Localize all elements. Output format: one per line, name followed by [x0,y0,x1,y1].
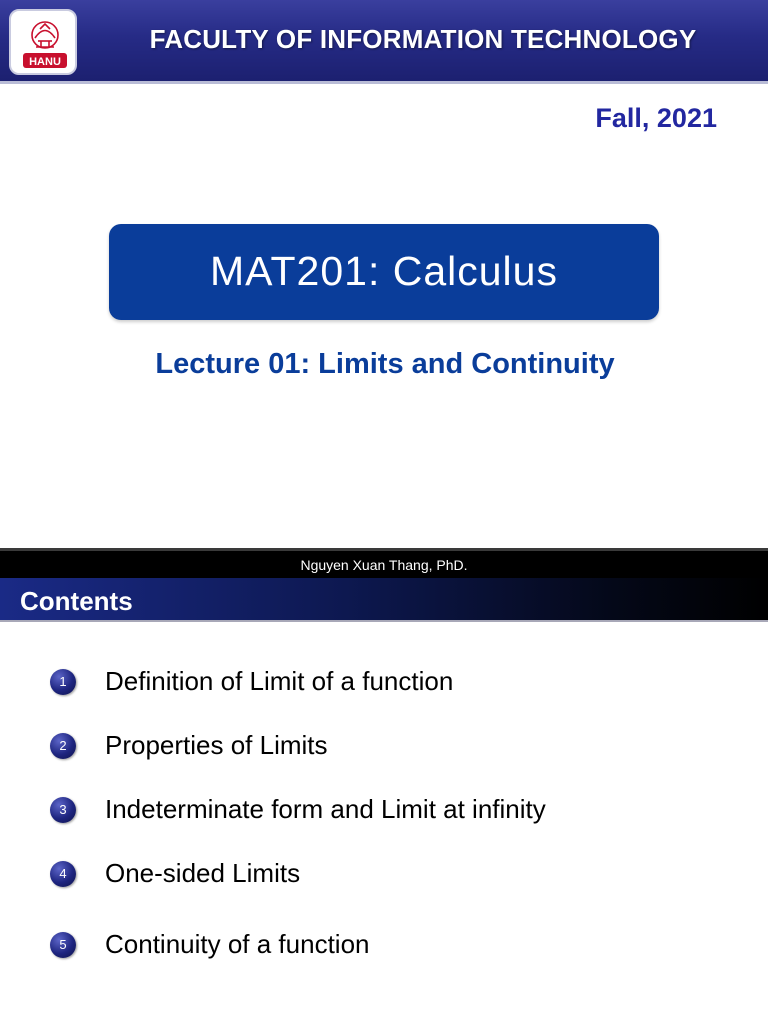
author-bar [0,548,768,578]
lecture-title: Lecture 01: Limits and Continuity [155,348,615,380]
toc-number-bullet-icon: 4 [50,861,76,887]
toc-number-bullet-icon: 1 [50,669,76,695]
toc-item [0,925,768,965]
toc-item-label: One-sided Limits [105,858,301,888]
toc-item-label: Properties of Limits [105,730,328,760]
course-title-box [109,224,659,320]
course-title: MAT201: Calculus [210,248,558,294]
toc-item [0,854,768,894]
author-name: Nguyen Xuan Thang, PhD. [300,557,468,573]
toc-item [0,790,768,830]
toc-item-label: Indeterminate form and Limit at infinity [105,794,546,824]
toc-item-label: Continuity of a function [105,929,370,959]
contents-header-bar [0,578,768,622]
header-bar [0,0,768,84]
toc-item [0,726,768,766]
toc-number-bullet-icon: 2 [50,733,76,759]
toc-number-bullet-icon: 5 [50,932,76,958]
term-label: Fall, 2021 [595,103,717,133]
logo-text: HANU [29,56,61,68]
contents-slide [0,578,768,1024]
faculty-title: FACULTY OF INFORMATION TECHNOLOGY [149,24,697,54]
toc-item-label: Definition of Limit of a function [105,666,454,696]
toc-number-bullet-icon: 3 [50,797,76,823]
contents-title: Contents [20,586,133,616]
toc-item [0,662,768,702]
hanu-logo [9,9,77,75]
hanu-emblem-icon [11,11,79,77]
